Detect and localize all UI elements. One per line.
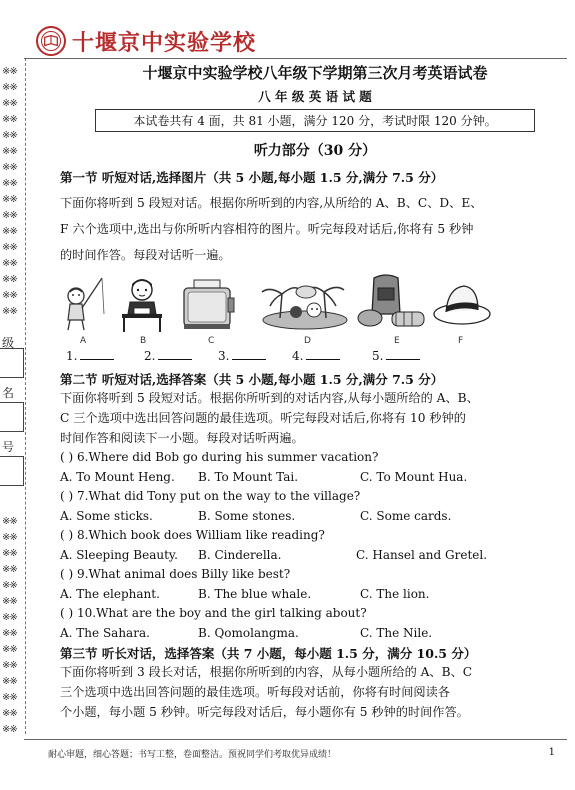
binding-star-mark: ※※ xyxy=(2,724,17,735)
camping-gear-picture-icon xyxy=(356,274,428,332)
exam-content xyxy=(60,60,570,722)
instruction-line: 个小题，每小题 5 秒钟。听完每段对话后，每小题你有 5 秒钟的时间作答。 xyxy=(60,705,469,719)
binding-star-mark: ※※ xyxy=(2,98,17,109)
option-b[interactable]: B. To Mount Tai. xyxy=(198,469,299,484)
toaster-picture-icon xyxy=(180,274,236,332)
question-6[interactable]: ( ) 6.Where did Bob go during his summer vacation? xyxy=(60,450,379,464)
binding-star-mark: ※※ xyxy=(2,548,17,559)
footer-motto: 耐心审题，细心答题；书写工整，卷面整洁。预祝同学们考取优异成绩！ xyxy=(48,750,337,760)
binding-star-mark: ※※ xyxy=(2,596,17,607)
question-8[interactable]: ( ) 8.Which book does William like reading? xyxy=(60,528,325,542)
number-field[interactable] xyxy=(0,456,24,486)
fishing-child-picture-icon xyxy=(62,274,108,334)
binding-star-mark: ※※ xyxy=(2,210,17,221)
option-b[interactable]: B. Some stones. xyxy=(198,508,296,523)
answer-blank-2[interactable] xyxy=(144,348,192,363)
instruction-line: 下面你将听到 5 段短对话。根据你所听到的内容,从所给的 A、B、C、D、E、 xyxy=(60,196,483,210)
section2-title: 第二节 听短对话,选择答案（共 5 小题,每小题 1.5 分,满分 7.5 分） xyxy=(60,372,444,387)
blank-number: 1. xyxy=(66,349,78,363)
binding-star-mark: ※※ xyxy=(2,82,17,93)
instruction-line: 下面你将听到 5 段短对话。根据你所听到的对话内容,从每小题所给的 A、B、 xyxy=(60,391,479,405)
section1-title: 第一节 听短对话,选择图片（共 5 小题,每小题 1.5 分,满分 7.5 分） xyxy=(60,170,444,185)
question-10[interactable]: ( ) 10.What are the boy and the girl talking about? xyxy=(60,606,367,620)
picture-label-f: F xyxy=(458,336,464,346)
instruction-line: F 六个选项中,选出与你所听内容相符的图片。听完每段对话后,你将有 5 秒钟 xyxy=(60,222,474,236)
option-c[interactable]: C. Hansel and Gretel. xyxy=(356,547,488,562)
picture-label-e: E xyxy=(394,336,400,346)
section2-questions xyxy=(60,448,570,643)
exam-subtitle: 八 年 级 英 语 试 题 xyxy=(258,89,372,104)
option-b[interactable]: B. Qomolangma. xyxy=(198,625,299,640)
section2-instructions xyxy=(60,388,570,448)
binding-star-mark: ※※ xyxy=(2,178,17,189)
section3-title: 第三节 听长对话，选择答案（共 7 小题，每小题 1.5 分，满分 10.5 分） xyxy=(60,646,477,661)
page-number: 1 xyxy=(548,747,555,758)
picture-label-c: C xyxy=(208,336,215,346)
binding-star-mark: ※※ xyxy=(2,66,17,77)
jungle-scene-picture-icon xyxy=(260,274,350,332)
question-9-options xyxy=(60,585,570,605)
option-c[interactable]: C. Some cards. xyxy=(360,508,452,523)
answer-blank-4[interactable] xyxy=(292,348,340,363)
binding-star-mark: ※※ xyxy=(2,564,17,575)
option-c[interactable]: C. To Mount Hua. xyxy=(360,469,468,484)
option-a[interactable]: A. To Mount Heng. xyxy=(60,469,175,484)
class-label: 级 xyxy=(2,336,15,350)
blank-number: 5. xyxy=(372,349,384,363)
binding-star-mark: ※※ xyxy=(2,258,17,269)
question-10-options xyxy=(60,624,570,644)
answer-blank-5[interactable] xyxy=(372,348,420,363)
book-icon xyxy=(42,32,60,50)
option-c[interactable]: C. The Nile. xyxy=(360,625,433,640)
picture-label-d: D xyxy=(304,336,311,346)
binding-star-mark: ※※ xyxy=(2,130,17,141)
footer-divider xyxy=(24,739,567,740)
binding-star-mark: ※※ xyxy=(2,676,17,687)
option-a[interactable]: A. The Sahara. xyxy=(60,625,150,640)
binding-star-mark: ※※ xyxy=(2,290,17,301)
instruction-line: C 三个选项中选出回答问题的最佳选项。听完每段对话后,你将有 10 秒钟的 xyxy=(60,411,466,425)
question-9[interactable]: ( ) 9.What animal does Billy like best? xyxy=(60,567,291,581)
binding-star-mark: ※※ xyxy=(2,708,17,719)
binding-star-mark: ※※ xyxy=(2,628,17,639)
question-7-options xyxy=(60,507,570,527)
number-label: 号 xyxy=(2,440,15,454)
binding-column xyxy=(0,58,26,734)
school-name: 十堰京中实验学校 xyxy=(72,29,257,56)
binding-star-mark: ※※ xyxy=(2,612,17,623)
binding-star-mark: ※※ xyxy=(2,306,17,317)
question-7[interactable]: ( ) 7.What did Tony put on the way to the village? xyxy=(60,489,361,503)
blank-number: 4. xyxy=(292,349,304,363)
binding-star-mark: ※※ xyxy=(2,532,17,543)
exam-title: 十堰京中实验学校八年级下学期第三次月考英语试卷 xyxy=(142,64,488,82)
picture-label-a: A xyxy=(80,336,87,346)
section3-instructions xyxy=(60,662,570,722)
class-field[interactable] xyxy=(0,348,24,378)
listening-part-title: 听力部分（30 分） xyxy=(253,143,377,159)
boy-studying-picture-icon xyxy=(118,274,166,334)
answer-blanks xyxy=(60,348,570,368)
answer-blank-3[interactable] xyxy=(218,348,266,363)
instruction-line: 三个选项中选出回答问题的最佳选项。听每段对话前，你将有时间阅读各 xyxy=(60,685,450,699)
name-field[interactable] xyxy=(0,402,24,432)
option-b[interactable]: B. Cinderella. xyxy=(198,547,282,562)
option-a[interactable]: A. The elephant. xyxy=(60,586,160,601)
binding-star-mark: ※※ xyxy=(2,274,17,285)
exam-notice: 本试卷共有 4 面，共 81 小题，满分 120 分，考试时限 120 分钟。 xyxy=(95,109,535,132)
binding-star-mark: ※※ xyxy=(2,580,17,591)
blank-number: 2. xyxy=(144,349,156,363)
option-c[interactable]: C. The lion. xyxy=(360,586,430,601)
picture-label-b: B xyxy=(140,336,147,346)
binding-stars-top xyxy=(2,64,24,320)
binding-star-mark: ※※ xyxy=(2,194,17,205)
instruction-line: 的时间作答。每段对话听一遍。 xyxy=(60,248,231,262)
binding-star-mark: ※※ xyxy=(2,516,17,527)
option-a[interactable]: A. Sleeping Beauty. xyxy=(60,547,178,562)
section1-instructions xyxy=(60,190,570,268)
hat-picture-icon xyxy=(432,274,494,330)
header-divider xyxy=(24,58,567,59)
question-8-options xyxy=(60,546,570,566)
binding-star-mark: ※※ xyxy=(2,146,17,157)
blank-number: 3. xyxy=(218,349,230,363)
option-b[interactable]: B. The blue whale. xyxy=(198,586,312,601)
binding-star-mark: ※※ xyxy=(2,644,17,655)
option-a[interactable]: A. Some sticks. xyxy=(60,508,153,523)
binding-star-mark: ※※ xyxy=(2,114,17,125)
name-label: 名 xyxy=(2,386,15,400)
instruction-line: 下面你将听到 3 段长对话，根据你所听到的内容，从每小题所给的 A、B、C xyxy=(60,665,473,679)
school-logo-icon xyxy=(36,26,66,56)
picture-options xyxy=(60,274,570,346)
question-6-options xyxy=(60,468,570,488)
binding-star-mark: ※※ xyxy=(2,660,17,671)
binding-star-mark: ※※ xyxy=(2,242,17,253)
binding-star-mark: ※※ xyxy=(2,226,17,237)
binding-star-mark: ※※ xyxy=(2,162,17,173)
school-header xyxy=(36,24,256,58)
instruction-line: 时间作答和阅读下一小题。每段对话听两遍。 xyxy=(60,431,304,445)
binding-star-mark: ※※ xyxy=(2,692,17,703)
answer-blank-1[interactable] xyxy=(66,348,114,363)
binding-stars-bottom xyxy=(2,514,24,738)
